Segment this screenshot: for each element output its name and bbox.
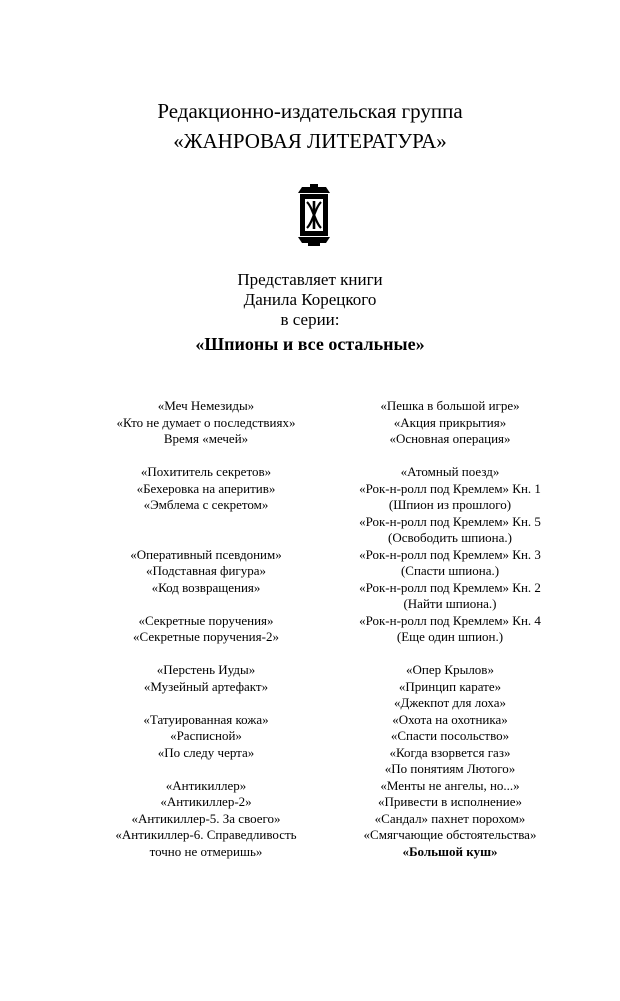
intro-line-1: Представляет книги: [237, 270, 383, 289]
book-title: (Найти шпиона.): [403, 596, 497, 611]
book-title: (Освободить шпиона.): [388, 530, 512, 545]
book-title: «Эмблема с секретом»: [143, 497, 269, 512]
book-title: точно не отмеришь»: [149, 843, 263, 859]
book-title: «Рок-н-ролл под Кремлем» Кн. 5: [359, 513, 541, 529]
book-title: (Шпион из прошлого): [388, 497, 512, 512]
lantern-emblem-icon: [294, 184, 334, 246]
book-title: «Антикиллер»: [165, 777, 247, 793]
book-title: (Еще один шпион.): [396, 629, 504, 644]
book-title: «Рок-н-ролл под Кремлем» Кн. 1: [359, 480, 541, 496]
list-spacer: [86, 530, 326, 547]
book-title: «Меч Немезиды»: [157, 398, 255, 413]
book-title: «Код возвращения»: [151, 579, 261, 595]
book-title: «Когда взорвется газ»: [389, 744, 511, 760]
list-spacer: [320, 646, 580, 663]
publisher-line-1: Редакционно-издательская группа: [157, 99, 463, 123]
list-spacer: [86, 596, 326, 613]
book-title: «Акция прикрытия»: [393, 414, 507, 430]
book-title: «Спасти посольство»: [390, 728, 510, 743]
book-title: «Принцип карате»: [398, 678, 502, 694]
book-title: «Подставная фигура»: [145, 563, 267, 578]
book-title: «Музейный артефакт»: [143, 678, 269, 694]
book-title: «Большой куш»: [402, 843, 498, 859]
intro-line-3: в серии:: [280, 310, 340, 329]
list-spacer: [86, 448, 326, 465]
list-spacer: [86, 761, 326, 778]
book-title: «Менты не ангелы, но...»: [380, 777, 520, 793]
book-title: «Кто не думает о последствиях»: [116, 414, 296, 430]
book-title: «Рок-н-ролл под Кремлем» Кн. 4: [359, 612, 541, 628]
book-title: «Бехеровка на аперитив»: [136, 480, 276, 496]
book-title: Время «мечей»: [163, 431, 249, 446]
book-title: «Атомный поезд»: [400, 464, 500, 479]
list-spacer: [86, 646, 326, 663]
book-title: «Опер Крылов»: [406, 662, 494, 677]
book-title: «Секретные поручения-2»: [133, 629, 279, 644]
left-book-list: [86, 398, 326, 860]
right-book-list: [320, 398, 580, 860]
book-title: «Сандал» пахнет порохом»: [374, 810, 526, 826]
intro-text: [0, 270, 620, 330]
list-spacer: [86, 695, 326, 712]
book-title: «Татуированная кожа»: [143, 711, 269, 727]
list-spacer: [86, 514, 326, 531]
book-title: «Пешка в большой игре»: [380, 398, 520, 413]
book-title: «Джекпот для лоха»: [393, 695, 507, 710]
book-title: «Секретные поручения»: [138, 612, 274, 628]
book-title: «Оперативный псевдоним»: [130, 546, 282, 562]
list-spacer: [320, 448, 580, 465]
book-title: «Охота на охотника»: [392, 711, 508, 727]
book-title: «Антикиллер-5. За своего»: [131, 810, 281, 826]
book-title: «Антикиллер-6. Справедливость: [115, 827, 297, 842]
book-title: «Смягчающие обстоятельства»: [363, 827, 537, 842]
publisher-line-2: «ЖАНРОВАЯ ЛИТЕРАТУРА»: [173, 129, 447, 153]
book-title: «По следу черта»: [157, 744, 255, 760]
book-title: «Перстень Иуды»: [156, 662, 256, 677]
book-title: «Антикиллер-2»: [160, 794, 252, 809]
series-title: «Шпионы и все остальные»: [195, 334, 425, 354]
book-title: «Рок-н-ролл под Кремлем» Кн. 3: [359, 546, 541, 562]
book-title: «Похититель секретов»: [140, 464, 272, 479]
publisher-heading: [0, 96, 620, 156]
book-title: «Расписной»: [170, 728, 242, 743]
book-title: «По понятиям Лютого»: [384, 761, 516, 776]
intro-line-2: Данила Корецкого: [243, 290, 377, 309]
book-title: «Основная операция»: [389, 431, 511, 446]
book-title: (Спасти шпиона.): [400, 563, 500, 578]
book-title: «Привести в исполнение»: [378, 794, 522, 809]
book-title: «Рок-н-ролл под Кремлем» Кн. 2: [359, 579, 541, 595]
